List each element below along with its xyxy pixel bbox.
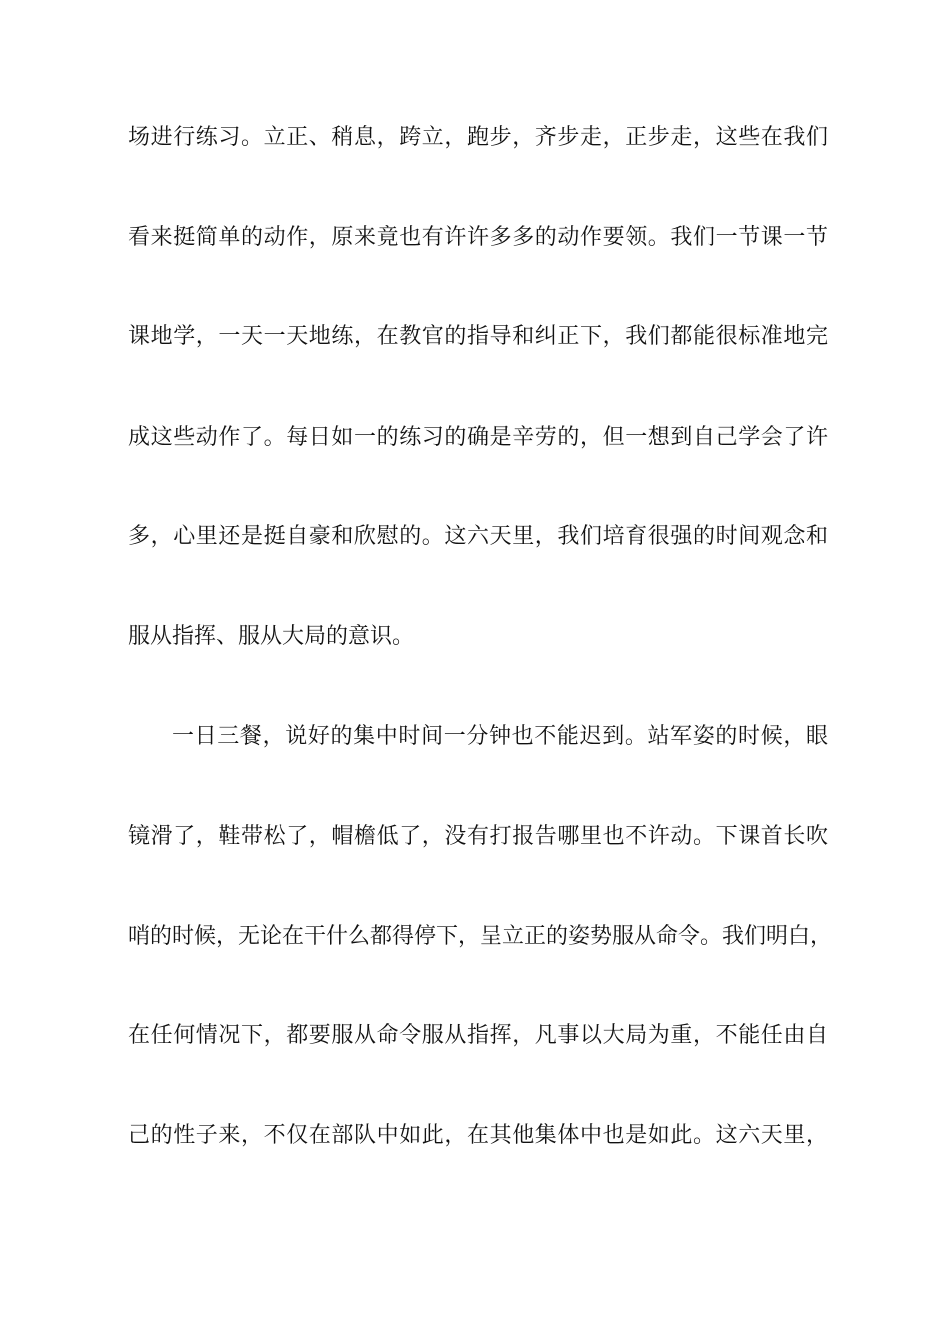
text-line-11: 己的性子来，不仅在部队中如此，在其他集体中也是如此。这六天里， [128,1123,828,1148]
text-line-1: 场进行练习。立正、稍息，跨立，跑步，齐步走，正步走，这些在我们 [128,125,828,150]
text-line-2: 看来挺简单的动作，原来竟也有许许多多的动作要领。我们一节课一节 [128,225,828,250]
text-line-10: 在任何情况下，都要服从命令服从指挥，凡事以大局为重，不能任由自 [128,1023,828,1048]
text-line-7: 一日三餐，说好的集中时间一分钟也不能迟到。站军姿的时候，眼 [172,724,828,749]
text-line-5: 多，心里还是挺自豪和欣慰的。这六天里，我们培育很强的时间观念和 [128,524,828,549]
text-line-9: 哨的时候，无论在干什么都得停下，呈立正的姿势服从命令。我们明白， [128,924,833,949]
text-line-6: 服从指挥、服从大局的意识。 [128,624,415,649]
text-line-4: 成这些动作了。每日如一的练习的确是辛劳的，但一想到自己学会了许 [128,425,828,450]
text-line-3: 课地学，一天一天地练，在教官的指导和纠正下，我们都能很标准地完 [128,324,828,349]
text-line-8: 镜滑了，鞋带松了，帽檐低了，没有打报告哪里也不许动。下课首长吹 [128,824,828,849]
